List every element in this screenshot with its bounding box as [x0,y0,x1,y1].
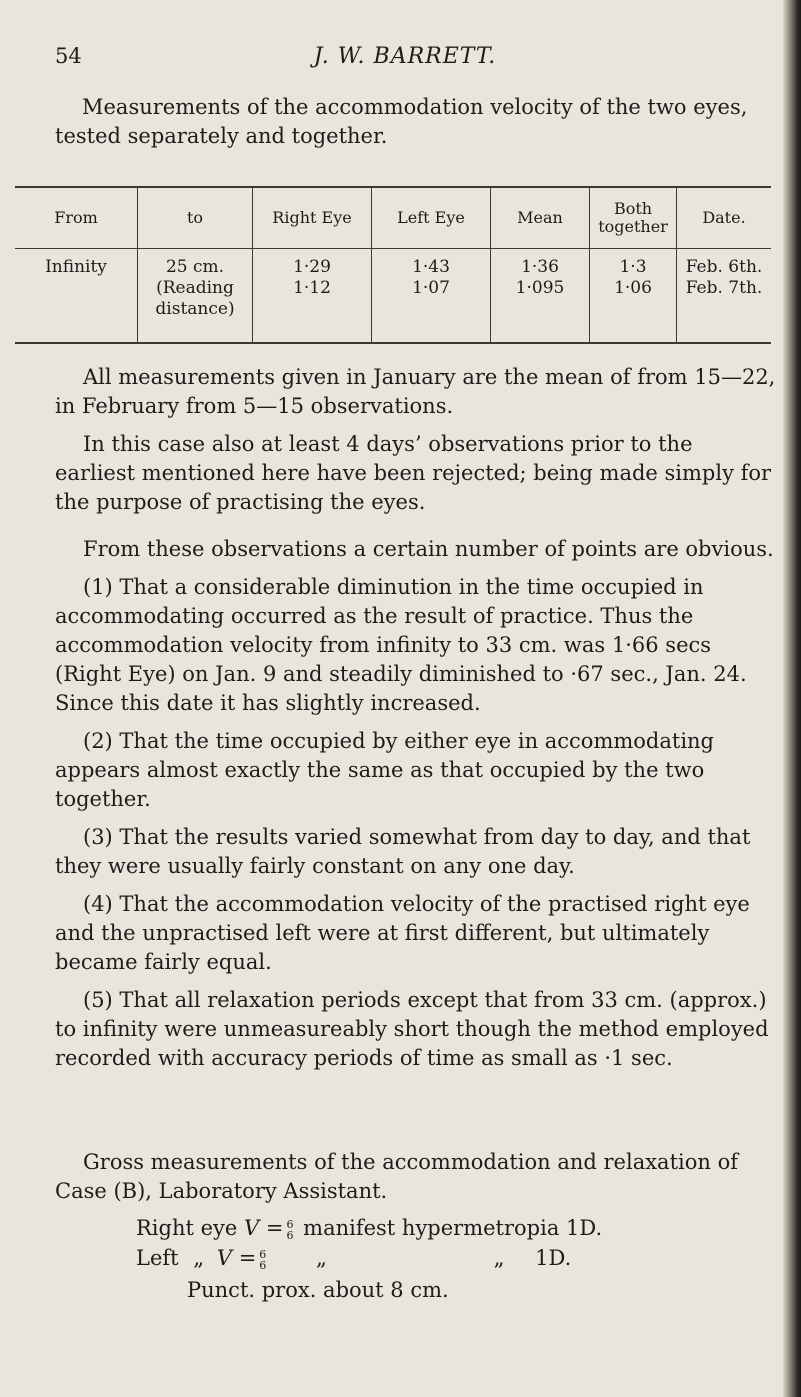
cell-mean [491,249,590,344]
page-edge-shadow [783,0,801,1397]
cell-left-eye [372,249,491,344]
right-eye-text: manifest hypermetropia 1D. [303,1216,603,1240]
cell-to-line-2: (Reading [156,278,234,298]
left-eye-den: 6 [259,1258,267,1272]
cell-to [138,249,253,344]
cell-date-1: Feb. 6th. [685,257,763,277]
cell-from: Infinity [15,249,138,344]
table-row [15,249,771,344]
table-header-row [15,187,771,249]
cell-both-1: 1·3 [619,257,647,277]
left-eye-text: 1D. [535,1246,572,1270]
right-eye-num: 6 [286,1217,294,1231]
paragraph-measurement-note: All measurements given in January are the mean of from 15—22, in February from 5—15 observations. [55,365,776,418]
right-eye-den: 6 [286,1228,294,1242]
cell-to-line-1: 25 cm. [165,257,225,277]
case-b-section [55,1148,777,1206]
running-head: J. W. BARRETT. [313,44,497,69]
left-eye-num: 6 [259,1247,267,1261]
paragraph-point-5: (5) That all relaxation periods except that from 33 cm. (approx.) to infinity were unmeasureably short though the method employed recorded with accuracy periods of time as small as ·1 sec. [55,988,769,1070]
left-eye-ditto-2: „ [315,1246,327,1270]
right-eye-fraction [286,1219,293,1241]
right-eye-v: V = [244,1216,284,1240]
left-eye-line [136,1246,776,1271]
column-header-both-together: Both together [590,187,677,249]
page-header [55,44,755,76]
paragraph-obvious-points: From these observations a certain number of points are obvious. [83,537,774,561]
right-eye-label: Right eye [136,1216,238,1240]
cell-left-eye-1: 1·43 [412,257,450,277]
paragraph-point-3: (3) That the results varied somewhat from day to day, and that they were usually fairly constant on any one day. [55,825,751,878]
paragraph-point-4: (4) That the accommodation velocity of the practised right eye and the unpractised left were at first different, but ultimately became fairly equal. [55,892,750,974]
table-caption: Measurements of the accommodation velocity of the two eyes, tested separately and together. [55,95,748,148]
case-heading: Gross measurements of the accommodation and relaxation of Case (B), Laboratory Assistant. [55,1150,738,1203]
left-eye-ditto-3: „ [493,1246,505,1270]
cell-date [677,249,772,344]
page-number: 54 [55,44,82,68]
cell-mean-2: 1·095 [515,278,565,298]
right-eye-line [136,1216,602,1241]
cell-right-eye-2: 1·12 [293,278,331,298]
column-header-left-eye: Left Eye [372,187,491,249]
cell-date-2: Feb. 7th. [685,278,763,298]
cell-right-eye-1: 1·29 [293,257,331,277]
cell-to-line-3: distance) [155,299,235,319]
left-eye-fraction [259,1249,266,1271]
paragraph-point-2: (2) That the time occupied by either eye in accommodating appears almost exactly the same as that occupied by the two together. [55,729,715,811]
left-eye-label: Left [136,1246,179,1270]
body-text [55,363,777,1082]
left-eye-ditto-1: „ [193,1246,205,1270]
cell-right-eye [253,249,372,344]
column-header-from: From [15,187,138,249]
cell-mean-1: 1·36 [521,257,559,277]
paragraph-rejected-observations: In this case also at least 4 days’ observations prior to the earliest mentioned here have been rejected; being made simply for the purpose of practising the eyes. [55,432,772,514]
punctum-proximum-line: Punct. prox. about 8 cm. [187,1278,449,1302]
cell-both-2: 1·06 [614,278,652,298]
paragraph-point-1: (1) That a considerable diminution in the time occupied in accommodating occurred as the result of practice. Thus the accommodation velocity from infinity to 33 cm. was 1·66 secs (Right Eye) on Jan. 9 and steadily diminished to ·67 sec., Jan. 24. Since this date it has slightly increased. [55,575,747,715]
column-header-date: Date. [677,187,772,249]
column-header-mean: Mean [491,187,590,249]
cell-both-together [590,249,677,344]
column-header-to: to [138,187,253,249]
cell-left-eye-2: 1·07 [412,278,450,298]
measurements-table [15,186,771,344]
column-header-right-eye: Right Eye [253,187,372,249]
left-eye-v: V = [216,1246,257,1270]
